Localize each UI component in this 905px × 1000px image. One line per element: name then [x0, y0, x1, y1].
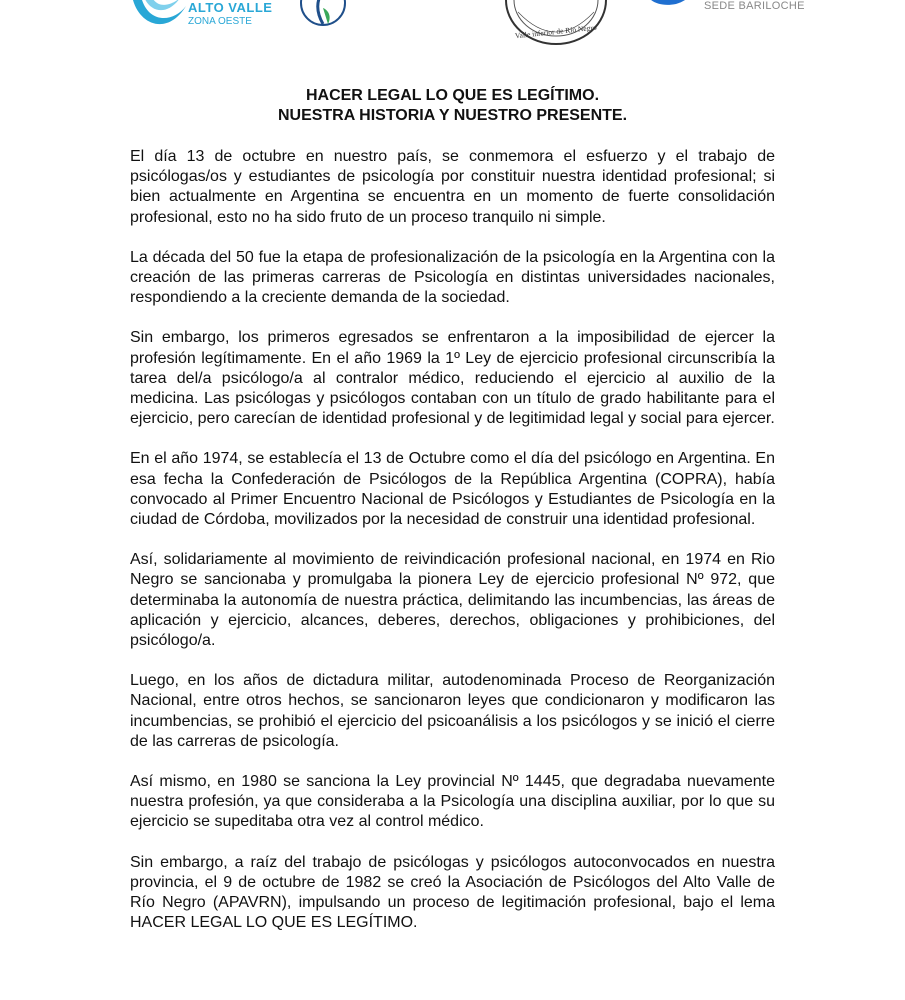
paragraph-2: La década del 50 fue la etapa de profesionalización de la psicología en la Argentina con la creación de las primeras carreras de Psicología en distintas universidades nacionales, respondiendo a la creciente demanda de la sociedad.: [130, 248, 775, 307]
paragraph-7: Así mismo, en 1980 se sanciona la Ley provincial Nº 1445, que degradaba nuevamente nuestra profesión, ya que consideraba a la Psicología una disciplina auxiliar, por lo que su ejercicio se supeditaba otra vez al control médico.: [130, 773, 775, 831]
paragraph-4: En el año 1974, se establecía el 13 de Octubre como el día del psicólogo en Argentina. En esa fecha la Confederación de Psicólogos de la República Argentina (COPRA), había convocado al Primer Encuentro Nacional de Psicólogos y Estudiantes de Psicología en la ciudad de Córdoba, movilizados por la necesidad de construir una identidad profesional.: [130, 450, 775, 529]
bariloche-logo: [636, 0, 805, 22]
document-body: [130, 147, 775, 954]
logo-text-sub: ZONA OESTE: [188, 16, 252, 27]
bariloche-mark-icon: [636, 0, 698, 12]
title-line-2: NUESTRA HISTORIA Y NUESTRO PRESENTE.: [277, 107, 628, 124]
document-title: [0, 86, 905, 126]
paragraph-6: Luego, en los años de dictadura militar, autodenominada Proceso de Reorganización Nacional, entre otros hechos, se sancionaron leyes que condicionaron y modificaron las incumbencias, se prohibió el ejercicio del psicoanálisis a los psicólogos y se inició el cierre de las carreras de psicología.: [130, 672, 775, 750]
seal-logo: [500, 0, 612, 46]
logo-text-main: ALTO VALLE: [188, 0, 273, 15]
seal-icon: [500, 0, 612, 46]
alto-valle-zona-oeste-logo: [128, 0, 288, 36]
header-logos: [0, 0, 905, 46]
paragraph-3: Sin embargo, los primeros egresados se enfrentaron a la imposibilidad de ejercer la profesión legítimamente. En el año 1969 la 1º Ley de ejercicio profesional circunscribía la tarea del/a psicólogo/a al contralor médico, reduciendo el ejercicio al auxilio de la medicina. Las psicólogas y psicólogos contaban con un título de grado habilitante para el ejercicio, pero carecían de identidad profesional y de legitimidad legal y social para ejercer.: [130, 329, 775, 428]
paragraph-8: Sin embargo, a raíz del trabajo de psicólogas y psicólogos autoconvocados en nuestra provincia, el 9 de octubre de 1982 se creó la Asociación de Psicólogos del Alto Valle de Río Negro (APAVRN), impulsando un proceso de legitimación profesional, bajo el lema HACER LEGAL LO QUE ES LEGÍTIMO.: [130, 853, 775, 932]
swoosh-icon: [128, 0, 190, 32]
title-line-1: HACER LEGAL LO QUE ES LEGÍTIMO.: [305, 87, 600, 104]
paragraph-1: El día 13 de octubre en nuestro país, se conmemora el esfuerzo y el trabajo de psicólogas/os y estudiantes de psicología por constituir nuestra identidad profesional; si bien actualmente en Argentina se encuentra en un momento de fuerte consolidación profesional, esto no ha sido fruto de un proceso tranquilo ni simple.: [130, 148, 775, 226]
paragraph-5: Así, solidariamente al movimiento de reivindicación profesional nacional, en 1974 en Rio Negro se sancionaba y promulgaba la pionera Ley de ejercicio profesional Nº 972, que determinaba la autonomía de nuestra práctica, delimitando las incumbencias, las áreas de aplicación y ejercicio, alcances, deberes, derechos, obligaciones y prohibiciones, del psicólogo/a.: [130, 551, 775, 650]
bariloche-text: SEDE BARILOCHE: [704, 0, 805, 12]
svg-text:Valle inferior de Río Negro: Valle inferior de Río Negro: [514, 22, 598, 41]
circle-logo: [298, 0, 348, 28]
